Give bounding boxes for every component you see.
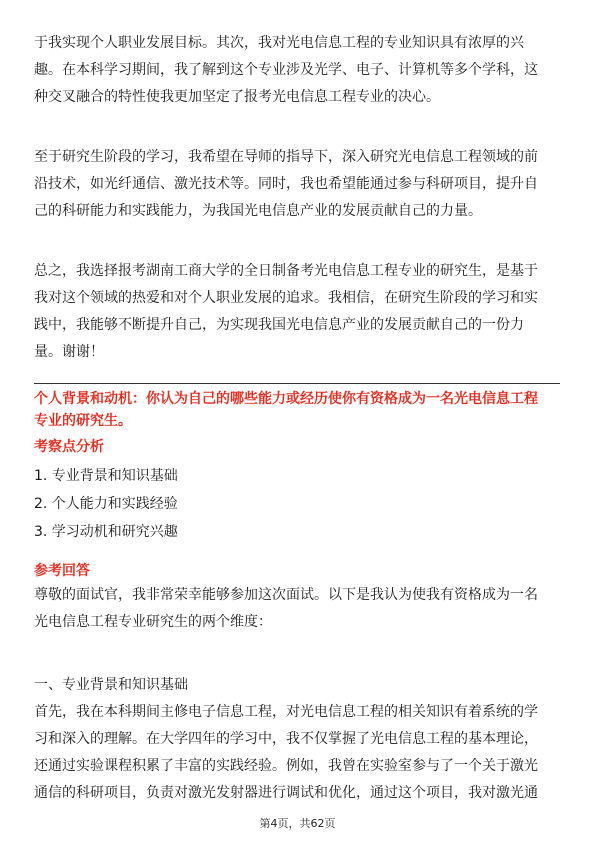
answer-intro	[34, 582, 562, 636]
text-line: 趣。在本科学习期间，我了解到这个专业涉及光学、电子、计算机等多个学科，这	[34, 62, 538, 78]
analysis-point: 2. 个人能力和实践经验	[34, 496, 178, 512]
question-line: 个人背景和动机：你认为自己的哪些能力或经历使你有资格成为一名光电信息工程	[34, 391, 538, 407]
text-line: 光电信息工程专业研究生的两个维度：	[34, 614, 272, 630]
analysis-points-list	[34, 462, 178, 546]
text-line: 尊敬的面试官，我非常荣幸能够参加这次面试。以下是我认为使我有资格成为一名	[34, 587, 538, 603]
text-line: 总之，我选择报考湖南工商大学的全日制备考光电信息工程专业的研究生，是基于	[34, 263, 538, 279]
section-divider	[34, 383, 560, 384]
text-line: 沿技术，如光纤通信、激光技术等。同时，我也希望能通过参与科研项目，提升自	[34, 176, 538, 192]
text-line: 至于研究生阶段的学习，我希望在导师的指导下，深入研究光电信息工程领域的前	[34, 149, 538, 165]
interview-question	[34, 388, 562, 432]
text-line: 于我实现个人职业发展目标。其次，我对光电信息工程的专业知识具有浓厚的兴	[34, 35, 524, 51]
text-line: 习和深入的理解。在大学四年的学习中，我不仅掌握了光电信息工程的基本理论，	[34, 731, 538, 747]
answer-body	[34, 699, 562, 807]
text-line: 己的科研能力和实践能力，为我国光电信息产业的发展贡献自己的力量。	[34, 203, 482, 219]
analysis-point: 3. 学习动机和研究兴趣	[34, 524, 178, 540]
text-line: 还通过实验课程积累了丰富的实践经验。例如，我曾在实验室参与了一个关于激光	[34, 758, 538, 774]
analysis-heading: 考察点分析	[34, 439, 104, 455]
question-line: 专业的研究生。	[34, 413, 132, 429]
analysis-point: 1. 专业背景和知识基础	[34, 468, 178, 484]
text-line: 首先，我在本科期间主修电子信息工程，对光电信息工程的相关知识有着系统的学	[34, 704, 538, 720]
answer-subheading: 一、专业背景和知识基础	[34, 677, 188, 693]
body-paragraph	[34, 144, 562, 225]
body-paragraph	[34, 30, 562, 111]
text-line: 我对这个领域的热爱和对个人职业发展的追求。我相信，在研究生阶段的学习和实	[34, 290, 538, 306]
text-line: 种交叉融合的特性使我更加坚定了报考光电信息工程专业的决心。	[34, 89, 440, 105]
text-line: 通信的科研项目，负责对激光发射器进行调试和优化，通过这个项目，我对激光通	[34, 785, 538, 801]
answer-heading: 参考回答	[34, 563, 90, 579]
text-line: 践中，我能够不断提升自己，为实现我国光电信息产业的发展贡献自己的一份力	[34, 317, 524, 333]
body-paragraph	[34, 258, 562, 366]
text-line: 量。谢谢！	[34, 344, 104, 360]
page-number-footer: 第4页，共62页	[259, 817, 336, 830]
